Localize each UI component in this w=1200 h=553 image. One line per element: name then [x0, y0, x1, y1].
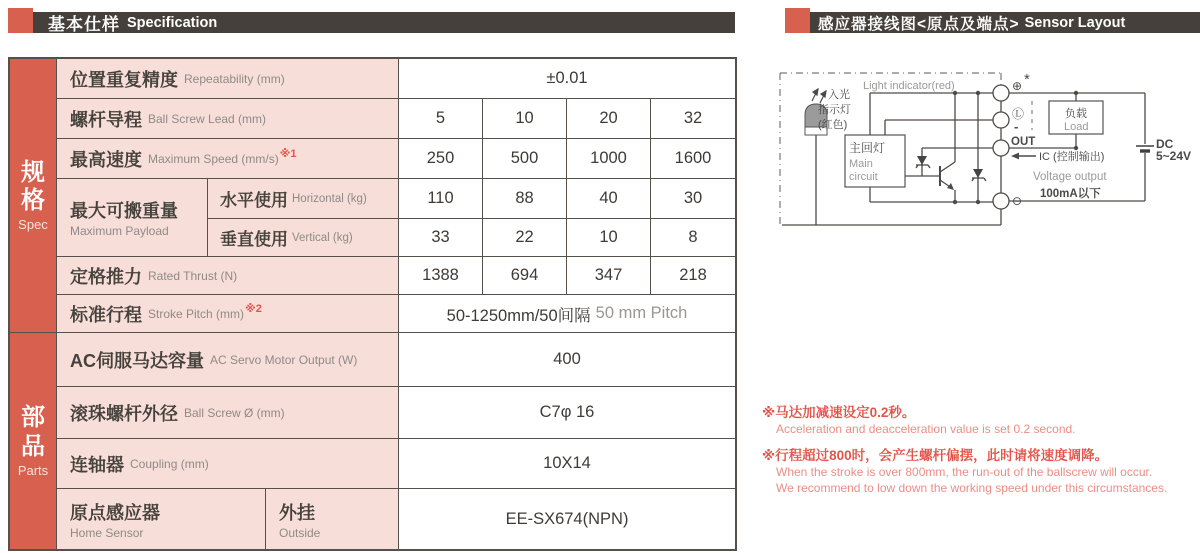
row-label-ball-screw-lead — [57, 99, 399, 139]
section-header-specification — [20, 12, 735, 33]
label-cn: AC伺服马达容量 — [70, 350, 204, 371]
value-repeatability: ±0.01 — [399, 59, 735, 99]
terminal-l-symbol: Ⓛ — [1012, 107, 1025, 121]
value-thrust-4: 218 — [651, 257, 735, 295]
value-vertical-3: 10 — [567, 219, 651, 257]
light-arrows-icon — [812, 89, 826, 103]
battery-icon — [1136, 146, 1154, 151]
row-label-repeatability — [57, 59, 399, 99]
label-cn: 外挂 — [279, 502, 315, 523]
value-horizontal-4: 30 — [651, 179, 735, 219]
label-en: Home Sensor — [70, 525, 144, 540]
value-vertical-1: 33 — [399, 219, 483, 257]
note-1-en: Acceleration and deacceleration value is set 0.2 second. — [776, 422, 1076, 437]
label-main-en-1: Main — [849, 158, 873, 170]
label-en: Maximum Payload — [70, 224, 169, 238]
label-main-circuit-cn: 主回灯 — [849, 141, 886, 155]
section-title-en: Specification — [127, 14, 218, 31]
label-en: Rated Thrust (N) — [148, 268, 238, 283]
label-cn: 螺杆导程 — [70, 109, 142, 130]
stroke-range: 50-1250mm/50间隔 — [446, 306, 591, 325]
stroke-pitch-note: 50 mm Pitch — [595, 304, 688, 322]
value-motor-output: 400 — [399, 333, 735, 387]
label-load-en: Load — [1064, 121, 1089, 133]
terminal-plus-symbol: ⊕ — [1012, 79, 1023, 93]
row-label-stroke-pitch — [57, 295, 399, 333]
value-horizontal-1: 110 — [399, 179, 483, 219]
label-cn: 连轴器 — [70, 454, 124, 475]
value-horizontal-2: 88 — [483, 179, 567, 219]
label-en: Outside — [279, 525, 321, 540]
value-speed-2: 500 — [483, 139, 567, 179]
section-label-cn: 部品 — [21, 404, 45, 460]
label-cn: 垂直使用 — [220, 230, 288, 249]
label-cn: 最大可搬重量 — [70, 201, 178, 221]
label-en: Coupling (mm) — [130, 456, 209, 471]
label-en: Horizontal (kg) — [292, 192, 367, 205]
sensor-wiring-diagram — [770, 58, 1200, 238]
value-ball-screw-dia: C7φ 16 — [399, 387, 735, 439]
label-en: Repeatability (mm) — [184, 71, 285, 86]
zener-diode-icon — [972, 169, 986, 181]
terminal-out — [993, 140, 1009, 156]
section-title-cn: 感应器接线图<原点及端点> — [818, 15, 1020, 33]
value-home-sensor: EE-SX674(NPN) — [505, 509, 629, 528]
label-light-indicator-en: Light indicator(red) — [863, 80, 955, 92]
label-indicator-cn: 指示灯 — [818, 104, 851, 116]
value-speed-4: 1600 — [651, 139, 735, 179]
sub-label-horizontal — [208, 179, 399, 219]
section-label-en: Spec — [18, 217, 48, 233]
row-label-motor-output — [57, 333, 399, 387]
label-en: Stroke Pitch (mm)※2 — [148, 302, 262, 321]
label-indicator-color-cn: (红色) — [818, 119, 848, 131]
specification-table — [8, 57, 737, 551]
value-lead-1: 5 — [399, 99, 483, 139]
terminal-minus-sign: - — [1014, 119, 1019, 134]
label-cn: 滚珠螺杆外径 — [70, 403, 178, 424]
label-cn: 最高速度 — [70, 149, 142, 170]
row-label-ball-screw-dia — [57, 387, 399, 439]
zener-diode-icon — [916, 156, 930, 168]
transistor-emitter-arrow — [947, 183, 954, 190]
note-ref-1: ※1 — [279, 147, 297, 160]
value-vertical-2: 22 — [483, 219, 567, 257]
note-2-en-1: When the stroke is over 800mm, the run-out of the ballscrew will occur. — [776, 465, 1153, 480]
row-label-max-payload — [57, 179, 208, 257]
value-speed-3: 1000 — [567, 139, 651, 179]
label-en: AC Servo Motor Output (W) — [210, 352, 358, 367]
label-cn: 位置重复精度 — [70, 69, 178, 90]
label-ic: IC (控制输出) — [1039, 151, 1105, 163]
value-stroke — [399, 295, 735, 333]
label-main-en-2: circuit — [849, 171, 878, 183]
row-label-coupling — [57, 439, 399, 489]
accent-square-icon — [785, 8, 810, 33]
value-horizontal-3: 40 — [567, 179, 651, 219]
label-cn: 水平使用 — [220, 191, 288, 210]
label-cn: 定格推力 — [70, 266, 142, 287]
label-load-cn: 负载 — [1065, 108, 1087, 120]
terminal-star: * — [1024, 71, 1030, 88]
note-1-cn: ※马达加减速设定0.2秒。 — [762, 405, 916, 420]
row-label-home-sensor — [57, 489, 266, 549]
note-2-en-2: We recommend to low down the working speed under this circumstances. — [776, 480, 1168, 495]
label-current-limit: 100mA以下 — [1040, 188, 1101, 200]
terminal-minus — [993, 193, 1009, 209]
terminal-out-label: OUT — [1011, 136, 1036, 148]
sub-label-vertical — [208, 219, 399, 257]
section-title-en: Sensor Layout — [1024, 14, 1126, 31]
terminal-plus — [993, 85, 1009, 101]
value-lead-3: 20 — [567, 99, 651, 139]
label-en: Ball Screw Lead (mm) — [148, 111, 267, 126]
terminal-neg-symbol: ⊖ — [1012, 194, 1023, 208]
ic-arrow-icon — [1011, 153, 1036, 160]
value-vertical-4: 8 — [651, 219, 735, 257]
section-label-en: Parts — [17, 462, 49, 478]
section-header-parts — [10, 333, 57, 549]
label-en: Ball Screw Ø (mm) — [184, 405, 285, 420]
section-header-spec — [10, 59, 57, 333]
section-label-cn: 规格 — [21, 158, 45, 214]
value-speed-1: 250 — [399, 139, 483, 179]
value-lead-4: 32 — [651, 99, 735, 139]
value-thrust-3: 347 — [567, 257, 651, 295]
accent-square-icon — [8, 8, 33, 33]
label-cn: 原点感应器 — [70, 502, 160, 523]
value-lead-2: 10 — [483, 99, 567, 139]
label-en: Maximum Speed (mm/s)※1 — [148, 147, 297, 166]
terminal-l — [993, 112, 1009, 128]
label-voltage-output: Voltage output — [1033, 171, 1107, 183]
label-dc: DC — [1156, 137, 1174, 151]
row-label-rated-thrust — [57, 257, 399, 295]
value-coupling: 10X14 — [399, 439, 735, 489]
value-thrust-1: 1388 — [399, 257, 483, 295]
note-2-cn: ※行程超过800时，会产生螺杆偏摆，此时请将速度调降。 — [762, 447, 1109, 463]
footnotes — [762, 404, 1198, 496]
section-title-cn: 基本仕样 — [48, 15, 120, 34]
label-cn: 标准行程 — [70, 304, 142, 325]
label-en: Vertical (kg) — [292, 231, 353, 244]
row-label-max-speed — [57, 139, 399, 179]
section-header-sensor-layout — [797, 12, 1200, 33]
note-ref-2: ※2 — [245, 302, 262, 315]
value-thrust-2: 694 — [483, 257, 567, 295]
label-dc-range: 5~24V — [1156, 149, 1192, 163]
label-light-in-cn: 入光 — [828, 89, 850, 101]
sub-label-outside — [266, 489, 399, 549]
